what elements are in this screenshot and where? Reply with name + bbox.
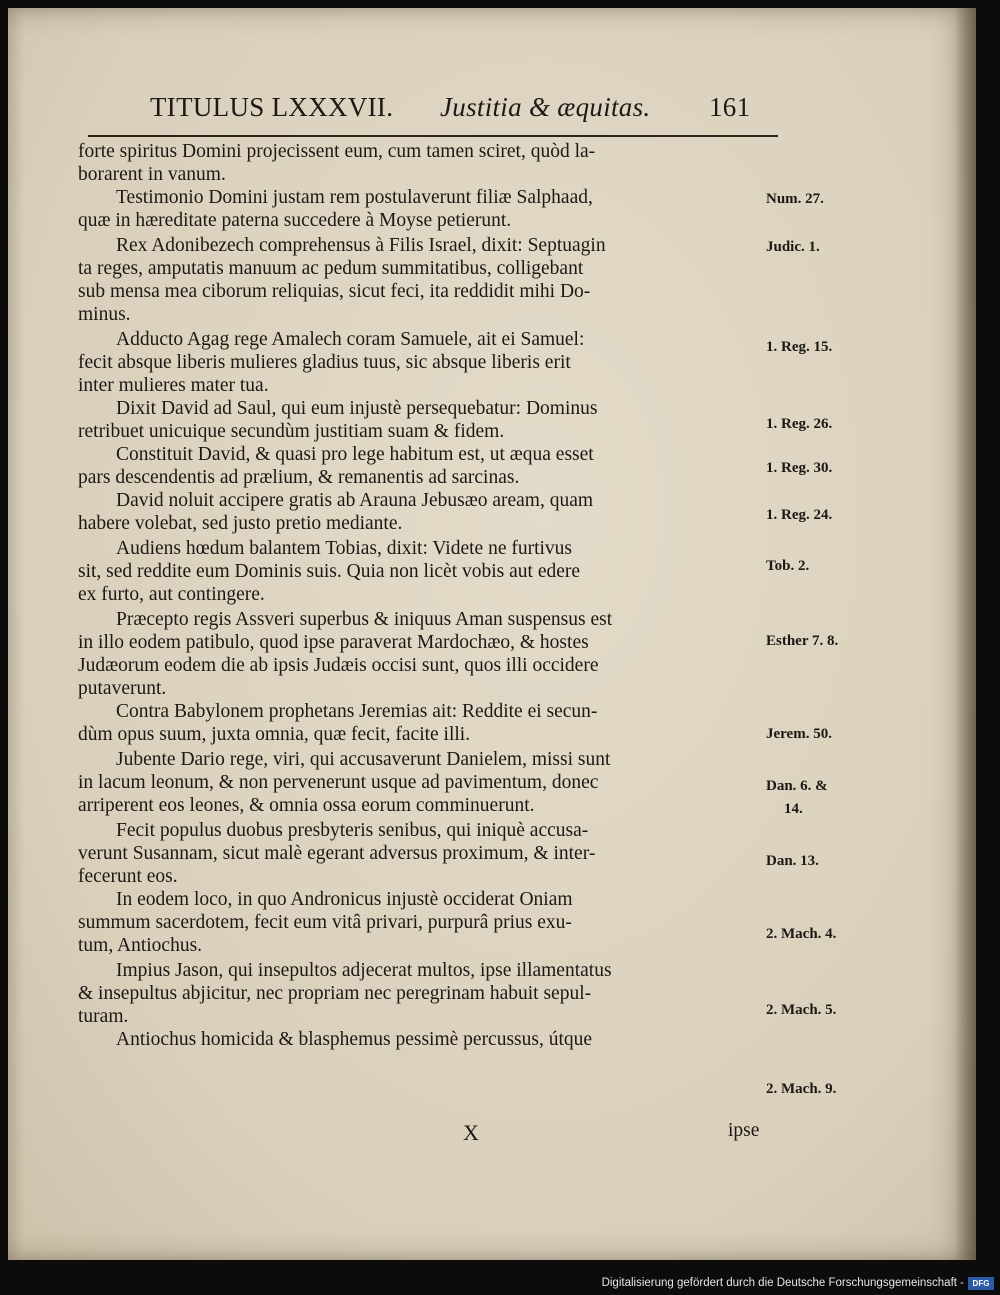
header-rule — [88, 135, 778, 137]
text-line: quæ in hæreditate paterna succedere à Moyse petierunt. — [78, 210, 512, 231]
margin-ref: 1. Reg. 15. — [766, 339, 833, 355]
text-line: Fecit populus duobus presbyteris senibus, qui iniquè accusa- — [116, 820, 589, 841]
margin-ref: 2. Mach. 5. — [766, 1002, 837, 1018]
text-line: Dixit David ad Saul, qui eum injustè persequebatur: Dominus — [116, 398, 598, 419]
catchword: ipse — [728, 1120, 760, 1141]
digitization-credit: Digitalisierung gefördert durch die Deutsche Forschungsgemeinschaft - — [601, 1277, 964, 1289]
margin-ref: Jerem. 50. — [766, 726, 832, 742]
margin-ref: Num. 27. — [766, 191, 824, 207]
page-spine-shadow — [954, 8, 976, 1260]
text-line: In eodem loco, in quo Andronicus injustè occiderat Oniam — [116, 889, 573, 910]
margin-ref: 1. Reg. 30. — [766, 460, 833, 476]
margin-ref: Tob. 2. — [766, 558, 810, 574]
margin-ref: 14. — [784, 801, 803, 817]
text-line: minus. — [78, 304, 131, 325]
text-line: Constituit David, & quasi pro lege habitum est, ut æqua esset — [116, 444, 594, 465]
margin-ref: Esther 7. 8. — [766, 633, 839, 649]
dfg-logo: DFG — [968, 1277, 994, 1290]
text-line: Antiochus homicida & blasphemus pessimè percussus, útque — [116, 1029, 593, 1050]
text-line: putaverunt. — [78, 678, 167, 699]
margin-ref: 1. Reg. 26. — [766, 416, 833, 432]
running-header — [150, 92, 780, 132]
text-line: Jubente Dario rege, viri, qui accusaverunt Danielem, missi sunt — [116, 749, 611, 770]
text-line: inter mulieres mater tua. — [78, 375, 269, 396]
text-line: Rex Adonibezech comprehensus à Filis Israel, dixit: Septuagin — [116, 235, 606, 256]
text-line: in illo eodem patibulo, quod ipse paraverat Mardochæo, & hostes — [78, 632, 589, 653]
text-line: Adducto Agag rege Amalech coram Samuele, ait ei Samuel: — [116, 329, 585, 350]
text-line: turam. — [78, 1006, 129, 1027]
margin-ref: Dan. 6. & — [766, 778, 828, 794]
header-title: TITULUS LXXXVII. — [150, 92, 394, 122]
text-line: sit, sed reddite eum Dominis suis. Quia non licèt vobis aut edere — [78, 561, 581, 582]
text-line: summum sacerdotem, fecit eum vitâ privari, purpurâ prius exu- — [78, 912, 572, 933]
book-page — [8, 8, 976, 1260]
text-line: sub mensa mea ciborum reliquias, sicut feci, ita reddidit mihi Do- — [78, 281, 591, 302]
margin-ref: 1. Reg. 24. — [766, 507, 833, 523]
margin-ref: Dan. 13. — [766, 853, 819, 869]
text-line: Præcepto regis Assveri superbus & iniquus Aman suspensus est — [116, 609, 613, 630]
text-line: fecit absque liberis mulieres gladius tuus, sic absque liberis erit — [78, 352, 571, 373]
text-line: ta reges, amputatis manuum ac pedum summitatibus, colligebant — [78, 258, 584, 279]
text-line: fecerunt eos. — [78, 866, 178, 887]
text-line: Impius Jason, qui insepultos adjecerat multos, ipse illamentatus — [116, 960, 612, 981]
text-line: in lacum leonum, & non pervenerunt usque ad pavimentum, donec — [78, 772, 599, 793]
text-line: forte spiritus Domini projecissent eum, cum tamen sciret, quòd la- — [78, 141, 596, 162]
margin-ref: 2. Mach. 9. — [766, 1081, 837, 1097]
margin-ref: 2. Mach. 4. — [766, 926, 837, 942]
text-line: dùm opus suum, juxta omnia, quæ fecit, facite illi. — [78, 724, 471, 745]
text-line: arriperent eos leones, & omnia ossa eorum comminuerunt. — [78, 795, 535, 816]
text-line: habere volebat, sed justo pretio mediante. — [78, 513, 403, 534]
text-line: Contra Babylonem prophetans Jeremias ait: Reddite ei secun- — [116, 701, 598, 722]
text-line: David noluit accipere gratis ab Arauna Jebusæo aream, quam — [116, 490, 594, 511]
text-line: Testimonio Domini justam rem postulaverunt filiæ Salphaad, — [116, 187, 593, 208]
text-line: Judæorum eodem die ab ipsis Judæis occisi sunt, quos illi occidere — [78, 655, 599, 676]
text-line: & insepultus abjicitur, nec propriam nec peregrinam habuit sepul- — [78, 983, 592, 1004]
text-line: ex furto, aut contingere. — [78, 584, 265, 605]
header-subject: Justitia & æquitas. — [440, 92, 651, 122]
signature-mark: X — [463, 1120, 479, 1145]
text-line: pars descendentis ad prælium, & remanentis ad sarcinas. — [78, 467, 520, 488]
text-line: Audiens hœdum balantem Tobias, dixit: Videte ne furtivus — [116, 538, 573, 559]
text-line: retribuet unicuique secundùm justitiam suam & fidem. — [78, 421, 505, 442]
text-line: tum, Antiochus. — [78, 935, 203, 956]
text-line: verunt Susannam, sicut malè egerant adversus proximum, & inter- — [78, 843, 596, 864]
text-line: borarent in vanum. — [78, 164, 226, 185]
margin-ref: Judic. 1. — [766, 239, 820, 255]
page-number: 161 — [709, 92, 751, 122]
